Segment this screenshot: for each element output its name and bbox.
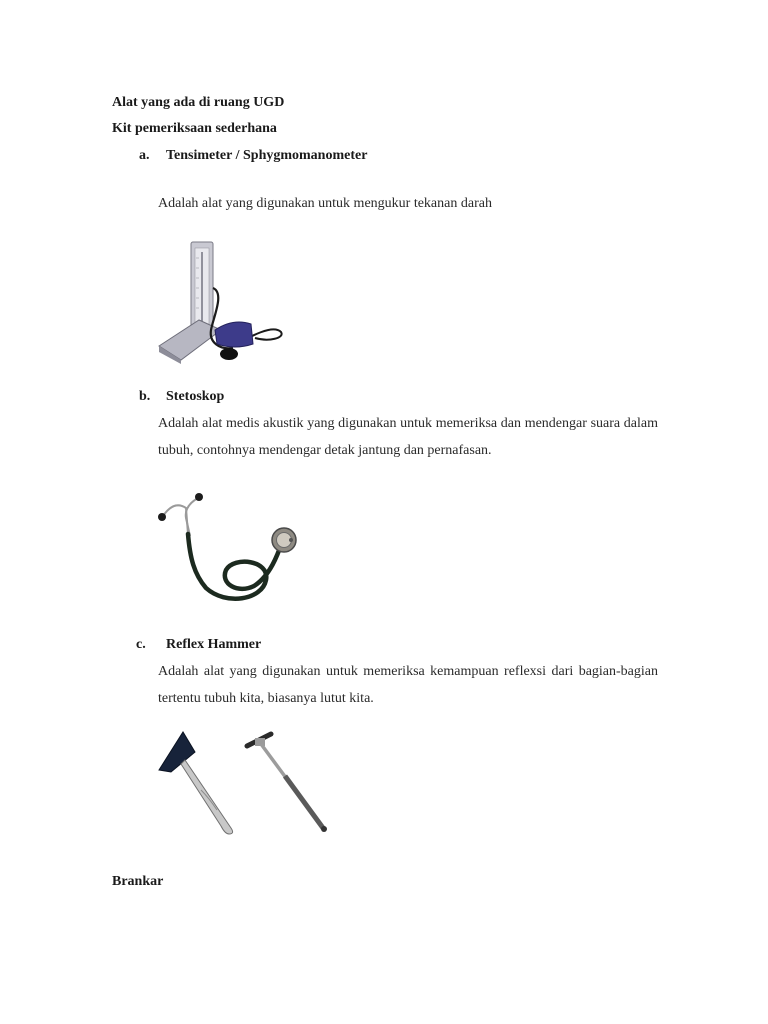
item-marker-c: c. — [136, 637, 146, 652]
reflex-hammer-image — [155, 730, 335, 836]
sphygmomanometer-image — [155, 238, 285, 366]
item-title-reflex-hammer: Reflex Hammer — [166, 637, 262, 652]
item-title-stetoskop: Stetoskop — [166, 389, 225, 404]
item-marker-b: b. — [139, 389, 151, 404]
item-title-tensimeter: Tensimeter / Sphygmomanometer — [166, 148, 368, 163]
item-description-stetoskop: Adalah alat medis akustik yang digunakan untuk memeriksa dan mendengar suara dalam tubuh, contohnya mendengar detak jantung dan pernafasan. — [158, 416, 658, 458]
section-heading-brankar: Brankar — [112, 874, 164, 889]
item-marker-a: a. — [139, 148, 150, 163]
item-description-reflex-hammer: Adalah alat yang digunakan untuk memeriksa kemampuan reflexsi dari bagian-bagian tertentu tubuh kita, biasanya lutut kita. — [158, 664, 658, 706]
item-description-tensimeter: Adalah alat yang digunakan untuk mengukur tekanan darah — [158, 196, 492, 211]
document-title: Alat yang ada di ruang UGD — [112, 95, 285, 110]
section-subtitle: Kit pemeriksaan sederhana — [112, 121, 277, 136]
stethoscope-image — [150, 488, 305, 608]
